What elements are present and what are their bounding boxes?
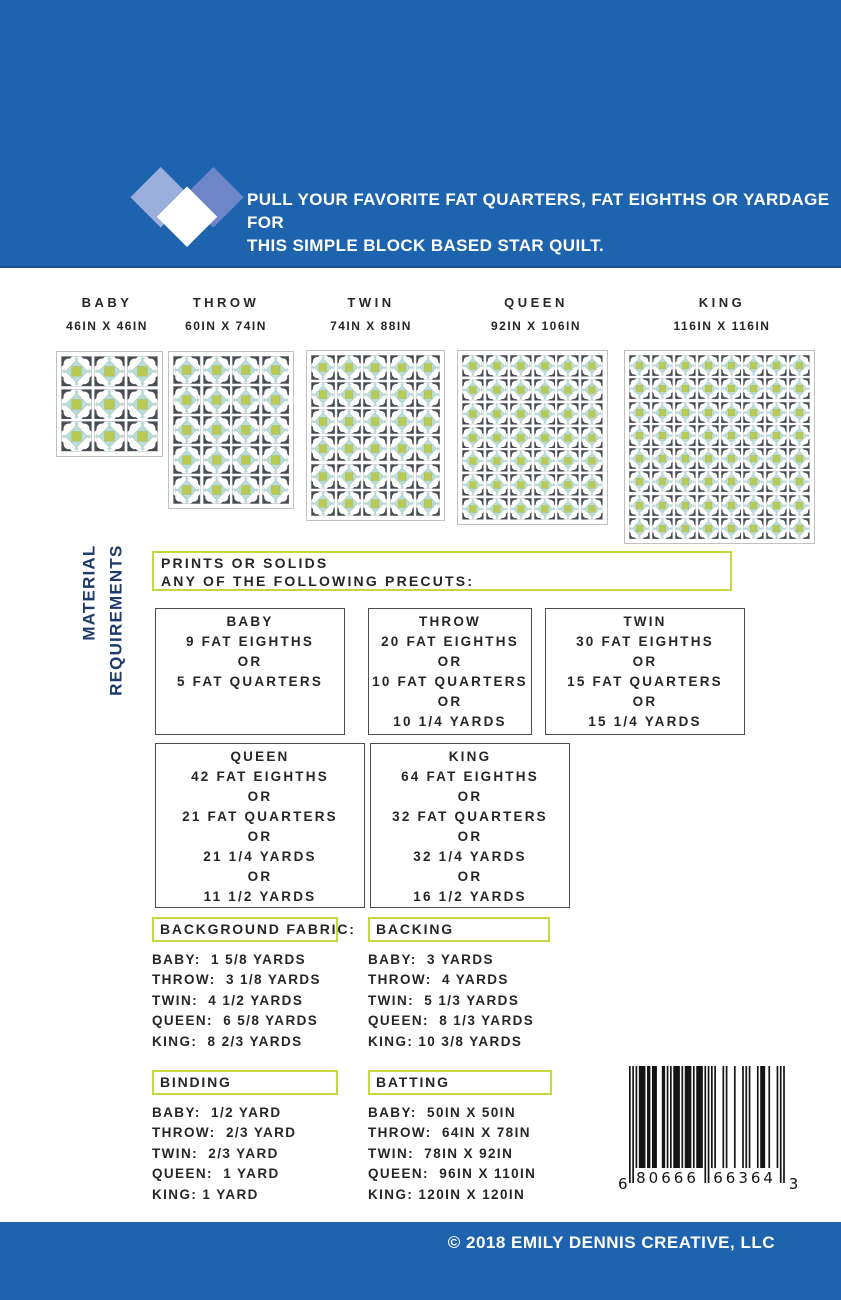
tagline-line2: THIS SIMPLE BLOCK BASED STAR QUILT. [247, 236, 605, 255]
quilt-block [311, 409, 335, 434]
precut-box-line: OR [632, 694, 658, 709]
quilt-block [510, 403, 532, 425]
precuts-header-box [152, 551, 732, 591]
quilt-block [789, 448, 810, 469]
quilt-block [721, 378, 742, 399]
quilt-block [766, 471, 787, 492]
quilt-block [486, 379, 508, 401]
precut-box-line: OR [247, 869, 273, 884]
quilt-block [534, 355, 556, 377]
quilt-block [721, 448, 742, 469]
quilt-block [629, 448, 650, 469]
precut-box-line: 10 FAT QUARTERS [372, 674, 528, 689]
quilt-block [789, 355, 810, 376]
quilt-block [462, 450, 484, 472]
fabric-line: QUEEN: 1 YARD [152, 1166, 280, 1182]
section-header: BACKGROUND FABRIC: [152, 917, 338, 942]
quilt-block [652, 378, 673, 399]
quilt-block [675, 518, 696, 539]
quilt-block [534, 427, 556, 449]
quilt-block [766, 425, 787, 446]
quilt-block [232, 416, 260, 444]
precut-box-line: OR [237, 654, 263, 669]
quilt-block [534, 379, 556, 401]
quilt-block [510, 498, 532, 520]
precut-box-title: TWIN [623, 614, 667, 629]
quilt-block [789, 471, 810, 492]
quilt-block [127, 421, 158, 452]
size-dimensions: 74IN X 88IN [330, 319, 412, 333]
fabric-line: TWIN: 4 1/2 YARDS [152, 992, 304, 1008]
quilt-block [557, 474, 579, 496]
quilt-block [462, 379, 484, 401]
quilt-block [94, 389, 125, 420]
svg-text:3: 3 [788, 1175, 799, 1193]
tagline-line1: PULL YOUR FAVORITE FAT QUARTERS, FAT EIGHTHS OR YARDAGE FOR [247, 190, 830, 232]
fabric-line: THROW: 64IN X 78IN [368, 1125, 531, 1141]
quilt-block [581, 498, 603, 520]
quilt-block [486, 450, 508, 472]
precut-box-title: KING [448, 749, 492, 764]
material-requirements-line2: REQUIREMENTS [106, 544, 126, 696]
fabric-line: TWIN: 78IN X 92IN [368, 1145, 514, 1161]
section-batting [368, 1070, 552, 1205]
quilt-block [337, 409, 361, 434]
quilt-block [721, 495, 742, 516]
quilt-block [390, 464, 414, 489]
quilt-block [557, 427, 579, 449]
precut-box-line: 20 FAT EIGHTHS [381, 634, 519, 649]
fabric-line: KING: 120IN X 120IN [368, 1186, 526, 1202]
quilt-block [581, 403, 603, 425]
quilt-block [173, 446, 201, 474]
svg-text:80666: 80666 [636, 1169, 699, 1187]
precut-box-throw [368, 608, 532, 735]
quilt-block [766, 518, 787, 539]
precut-box-title: QUEEN [230, 749, 290, 764]
quilt-block [486, 474, 508, 496]
precut-box-line: 30 FAT EIGHTHS [576, 634, 714, 649]
quilt-block [127, 389, 158, 420]
quilt-block [557, 403, 579, 425]
quilt-preview-king [624, 350, 815, 544]
quilt-preview-baby [56, 351, 163, 457]
quilt-block [675, 495, 696, 516]
quilt-block [698, 518, 719, 539]
section-header: BACKING [368, 917, 550, 942]
section-list [368, 1103, 552, 1205]
material-requirements-title [76, 545, 138, 730]
precut-box-line: OR [247, 789, 273, 804]
quilt-block [311, 382, 335, 407]
quilt-block [675, 402, 696, 423]
quilt-block [61, 421, 92, 452]
header-banner [0, 0, 841, 268]
size-heading-king [637, 295, 807, 333]
fabric-line: KING: 8 2/3 YARDS [152, 1033, 303, 1049]
size-dimensions: 60IN X 74IN [185, 319, 267, 333]
quilt-block [698, 378, 719, 399]
barcode-bars [615, 1062, 803, 1198]
quilt-block [675, 378, 696, 399]
fabric-line: BABY: 50IN X 50IN [368, 1105, 516, 1120]
quilt-block [698, 495, 719, 516]
precut-box-line: 21 1/4 YARDS [203, 849, 317, 864]
size-dimensions: 92IN X 106IN [490, 319, 582, 333]
quilt-block [766, 355, 787, 376]
quilt-block [94, 356, 125, 387]
quilt-block [721, 471, 742, 492]
quilt-block [743, 425, 764, 446]
fabric-line: BABY: 1/2 YARD [152, 1105, 282, 1120]
size-label: QUEEN [504, 295, 568, 310]
footer-banner [0, 1222, 841, 1300]
section-backing [368, 917, 550, 1052]
fabric-line: THROW: 2/3 YARD [152, 1125, 297, 1141]
quilt-block [743, 402, 764, 423]
precut-box-line: 32 FAT QUARTERS [392, 809, 548, 824]
fabric-line: QUEEN: 96IN X 110IN [368, 1166, 537, 1182]
size-heading-queen [451, 295, 621, 333]
quilt-block [789, 378, 810, 399]
quilt-block [462, 474, 484, 496]
quilt-block [127, 356, 158, 387]
quilt-block [390, 355, 414, 380]
quilt-block [232, 476, 260, 504]
precut-box-line: 11 1/2 YARDS [203, 889, 317, 904]
precut-box-king [370, 743, 570, 908]
quilt-block [510, 427, 532, 449]
copyright-text: © 2018 EMILY DENNIS CREATIVE, LLC [447, 1233, 775, 1252]
quilt-block [675, 448, 696, 469]
quilt-block [203, 476, 231, 504]
quilt-block [390, 436, 414, 461]
quilt-block [698, 448, 719, 469]
quilt-block [262, 386, 290, 414]
quilt-block [721, 425, 742, 446]
quilt-block [675, 355, 696, 376]
quilt-preview-twin [306, 350, 445, 521]
quilt-block [203, 446, 231, 474]
fabric-line: KING: 1 YARD [152, 1186, 259, 1202]
tagline [247, 188, 841, 257]
quilt-block [462, 427, 484, 449]
quilt-block [629, 425, 650, 446]
quilt-block [557, 450, 579, 472]
size-dimensions: 46IN X 46IN [66, 319, 148, 333]
section-list [368, 950, 550, 1052]
quilt-block [629, 471, 650, 492]
section-list [152, 1103, 338, 1205]
quilt-block [416, 409, 440, 434]
quilt-block [337, 436, 361, 461]
upc-barcode [615, 1062, 803, 1198]
quilt-block [173, 386, 201, 414]
fabric-line: QUEEN: 8 1/3 YARDS [368, 1013, 535, 1029]
precut-box-line: OR [247, 829, 273, 844]
quilt-block [581, 355, 603, 377]
quilt-block [581, 379, 603, 401]
quilt-block [652, 355, 673, 376]
quilt-block [416, 491, 440, 516]
quilt-block [534, 403, 556, 425]
quilt-block [311, 355, 335, 380]
quilt-block [262, 446, 290, 474]
quilt-block [232, 446, 260, 474]
fabric-line: KING: 10 3/8 YARDS [368, 1033, 523, 1049]
quilt-block [337, 464, 361, 489]
precuts-header-line2: ANY OF THE FOLLOWING PRECUTS: [161, 573, 475, 589]
quilt-block [363, 382, 387, 407]
quilt-block [363, 491, 387, 516]
quilt-block [173, 416, 201, 444]
quilt-block [581, 427, 603, 449]
quilt-block [743, 471, 764, 492]
quilt-block [743, 518, 764, 539]
fabric-line: THROW: 3 1/8 YARDS [152, 972, 321, 988]
fabric-line: TWIN: 2/3 YARD [152, 1145, 279, 1161]
quilt-block [363, 436, 387, 461]
quilt-block [743, 495, 764, 516]
precut-box-line: 10 1/4 YARDS [393, 714, 507, 729]
fabric-line: QUEEN: 6 5/8 YARDS [152, 1013, 319, 1029]
size-label: KING [698, 295, 746, 310]
quilt-block [766, 495, 787, 516]
quilt-block [557, 355, 579, 377]
size-label: BABY [81, 295, 133, 310]
quilt-block [652, 425, 673, 446]
quilt-block [311, 436, 335, 461]
precut-box-line: OR [632, 654, 658, 669]
quilt-block [789, 518, 810, 539]
precut-box-baby [155, 608, 345, 735]
quilt-block [534, 474, 556, 496]
quilt-block [486, 355, 508, 377]
section-header: BINDING [152, 1070, 338, 1095]
quilt-block [462, 498, 484, 520]
quilt-block [337, 355, 361, 380]
precut-box-line: 15 1/4 YARDS [588, 714, 702, 729]
precut-box-line: 64 FAT EIGHTHS [401, 769, 539, 784]
fabric-line: TWIN: 5 1/3 YARDS [368, 992, 520, 1008]
precut-box-line: 9 FAT EIGHTHS [185, 634, 315, 649]
precut-box-line: OR [457, 789, 483, 804]
quilt-block [510, 474, 532, 496]
quilt-block [390, 491, 414, 516]
precut-box-line: OR [437, 694, 463, 709]
quilt-block [629, 378, 650, 399]
quilt-block [486, 498, 508, 520]
quilt-block [203, 416, 231, 444]
precut-box-line: 42 FAT EIGHTHS [191, 769, 329, 784]
precut-box-line: OR [457, 829, 483, 844]
quilt-block [486, 403, 508, 425]
quilt-block [486, 427, 508, 449]
quilt-block [743, 448, 764, 469]
quilt-block [652, 402, 673, 423]
fabric-line: BABY: 3 YARDS [368, 952, 494, 967]
quilt-block [232, 356, 260, 384]
precut-box-line: OR [437, 654, 463, 669]
quilt-block [675, 425, 696, 446]
quilt-block [652, 495, 673, 516]
precut-box-title: THROW [419, 614, 481, 629]
quilt-block [363, 464, 387, 489]
material-requirements-line1: MATERIAL [79, 544, 99, 641]
quilt-block [416, 382, 440, 407]
fabric-line: THROW: 4 YARDS [368, 972, 509, 988]
quilt-block [766, 448, 787, 469]
quilt-block [721, 518, 742, 539]
precut-box-line: OR [457, 869, 483, 884]
quilt-block [203, 386, 231, 414]
quilt-block [390, 382, 414, 407]
quilt-block [629, 355, 650, 376]
quilt-preview-throw [168, 351, 294, 509]
quilt-block [462, 403, 484, 425]
heart-diamonds-logo [128, 166, 246, 248]
quilt-block [510, 379, 532, 401]
precut-box-line: 5 FAT QUARTERS [176, 674, 324, 689]
quilt-block [698, 402, 719, 423]
quilt-block [629, 518, 650, 539]
quilt-block [510, 450, 532, 472]
quilt-block [743, 378, 764, 399]
quilt-block [721, 402, 742, 423]
quilt-block [557, 498, 579, 520]
quilt-block [789, 402, 810, 423]
svg-text:6: 6 [618, 1175, 628, 1193]
quilt-block [534, 450, 556, 472]
quilt-block [416, 355, 440, 380]
quilt-block [629, 495, 650, 516]
quilt-block [61, 389, 92, 420]
precut-box-line: 32 1/4 YARDS [413, 849, 527, 864]
size-label: TWIN [347, 295, 395, 310]
quilt-block [337, 382, 361, 407]
precut-box-queen [155, 743, 365, 908]
quilt-block [675, 471, 696, 492]
quilt-block [557, 379, 579, 401]
precut-box-title: BABY [226, 614, 274, 629]
section-binding [152, 1070, 338, 1205]
quilt-block [61, 356, 92, 387]
quilt-block [173, 476, 201, 504]
quilt-preview-queen [457, 350, 608, 525]
precut-box-line: 15 FAT QUARTERS [567, 674, 723, 689]
quilt-block [337, 491, 361, 516]
quilt-block [581, 450, 603, 472]
size-dimensions: 116IN X 116IN [673, 319, 771, 333]
quilt-block [311, 464, 335, 489]
quilt-block [698, 425, 719, 446]
quilt-block [698, 471, 719, 492]
section-list [152, 950, 338, 1052]
size-heading-twin [286, 295, 456, 333]
quilt-block [462, 355, 484, 377]
precut-box-twin [545, 608, 745, 735]
quilt-block [311, 491, 335, 516]
size-label: THROW [192, 295, 260, 310]
fabric-line: BABY: 1 5/8 YARDS [152, 952, 306, 967]
quilt-block [232, 386, 260, 414]
quilt-block [510, 355, 532, 377]
precut-box-line: 16 1/2 YARDS [413, 889, 527, 904]
svg-text:66364: 66364 [713, 1169, 776, 1187]
quilt-block [363, 409, 387, 434]
quilt-block [789, 425, 810, 446]
quilt-block [534, 498, 556, 520]
quilt-block [652, 518, 673, 539]
quilt-block [416, 436, 440, 461]
quilt-block [789, 495, 810, 516]
quilt-block [416, 464, 440, 489]
quilt-block [743, 355, 764, 376]
quilt-block [94, 421, 125, 452]
quilt-block [363, 355, 387, 380]
section-background-fabric [152, 917, 356, 1052]
quilt-block [766, 378, 787, 399]
quilt-block [721, 355, 742, 376]
section-header: BATTING [368, 1070, 552, 1095]
quilt-block [652, 448, 673, 469]
precut-box-line: 21 FAT QUARTERS [182, 809, 338, 824]
quilt-block [203, 356, 231, 384]
quilt-block [262, 476, 290, 504]
quilt-block [262, 356, 290, 384]
quilt-block [173, 356, 201, 384]
quilt-block [652, 471, 673, 492]
quilt-block [766, 402, 787, 423]
quilt-block [629, 402, 650, 423]
quilt-block [698, 355, 719, 376]
quilt-block [581, 474, 603, 496]
quilt-block [262, 416, 290, 444]
precuts-header-line1: PRINTS OR SOLIDS [161, 555, 329, 571]
quilt-block [390, 409, 414, 434]
